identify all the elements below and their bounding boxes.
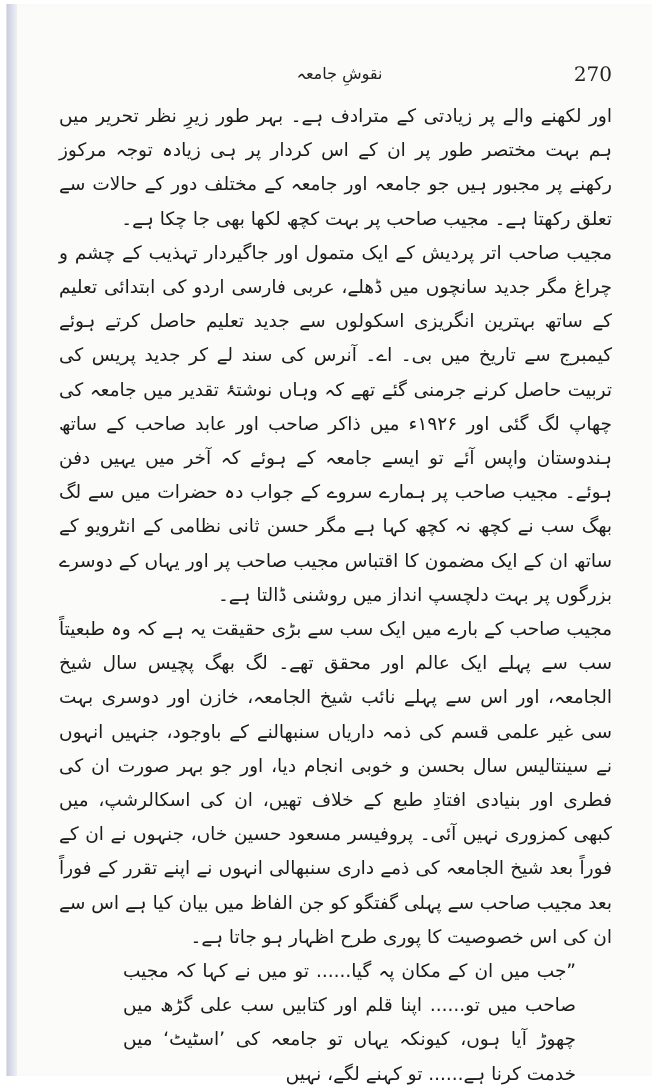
running-title: نقوشِ جامعہ	[296, 64, 383, 83]
scan-edge	[7, 4, 17, 1076]
page-header	[67, 56, 612, 96]
book-page	[6, 4, 652, 1085]
body-text	[59, 100, 612, 1092]
paragraph-2: مجیب صاحب اتر پردیش کے ایک متمول اور جاگیردار تہذیب کے چشم و چراغ مگر جدید سانچوں میں ڈھلے، عربی فارسی اردو کی ابتدائی تعلیم کے ساتھ بہترین انگریزی اسکولوں سے جدید تعلیم حاصل کرتے ہوئے کیمبرج سے تاریخ میں بی۔ اے۔ آنرس کی سند لے کر جدید پریس کی تربیت حاصل کرنے جرمنی گئے تھے کہ وہاں نوشتۂ تقدیر میں جامعہ کی چھاپ لگ گئی اور ۱۹۲۶ء میں ذاکر صاحب اور عابد صاحب کے ساتھ ہندوستان واپس آئے تو ایسے جامعہ کے ہوئے کہ آخر میں یہیں دفن ہوئے۔ مجیب صاحب پر ہمارے سروے کے جواب دہ حضرات میں سے لگ بھگ سب نے کچھ نہ کچھ کہا ہے مگر حسن ثانی نظامی کے انٹرویو کے ساتھ ان کے ایک مضمون کا اقتباس مجیب صاحب پر اور یہاں کے دوسرے بزرگوں پر بہت دلچسپ انداز میں روشنی ڈالتا ہے۔	[59, 242, 612, 606]
page-number: 270	[573, 62, 612, 86]
paragraph-3: مجیب صاحب کے بارے میں ایک سب سے بڑی حقیقت یہ ہے کہ وہ طبعیتاً سب سے پہلے ایک عالم اور محقق تھے۔ لگ بھگ پچیس سال شیخ الجامعہ، اور اس سے پہلے نائب شیخ الجامعہ، خازن اور دوسری بہت سی غیر علمی قسم کی ذمہ داریاں سنبھالنے کے باوجود، جنہیں انہوں نے سینتالیس سال بحسن و خوبی انجام دیا، اور جو بہر صورت ان کی فطری اور بنیادی افتادِ طبع کے خلاف تھیں، ان کی اسکالرشپ، میں کبھی کمزوری نہیں آئی۔ پروفیسر مسعود حسین خاں، جنہوں نے ان کے فوراً بعد شیخ الجامعہ کی ذمے داری سنبھالی انہوں نے اپنے تقرر کے فوراً بعد مجیب صاحب سے پہلی گفتگو کو جن الفاظ میں بیان کیا ہے اس سے ان کی اس خصوصیت کا پوری طرح اظہار ہو جاتا ہے۔	[59, 619, 612, 948]
paragraph-1: اور لکھنے والے پر زیادتی کے مترادف ہے۔ بہر طور زیرِ نظر تحریر میں ہم بہت مختصر طور پر ان کے اس کردار پر ہی زیادہ توجہ مرکوز رکھنے پر مجبور ہیں جو جامعہ اور جامعہ کے مختلف دور کے حالات سے تعلق رکھتا ہے۔ مجیب صاحب پر بہت کچھ لکھا بھی جا چکا ہے۔	[59, 106, 612, 230]
block-quote: ”جب میں ان کے مکان پہ گیا...... تو میں نے کہا کہ مجیب صاحب میں تو...... اپنا قلم اور کتابیں سب علی گڑھ میں چھوڑ آیا ہوں، کیونکہ یہاں تو جامعہ کی ’اسٹیٹ‘ میں خدمت کرنا ہے...... تو کہنے لگے، نہیں	[123, 961, 576, 1085]
